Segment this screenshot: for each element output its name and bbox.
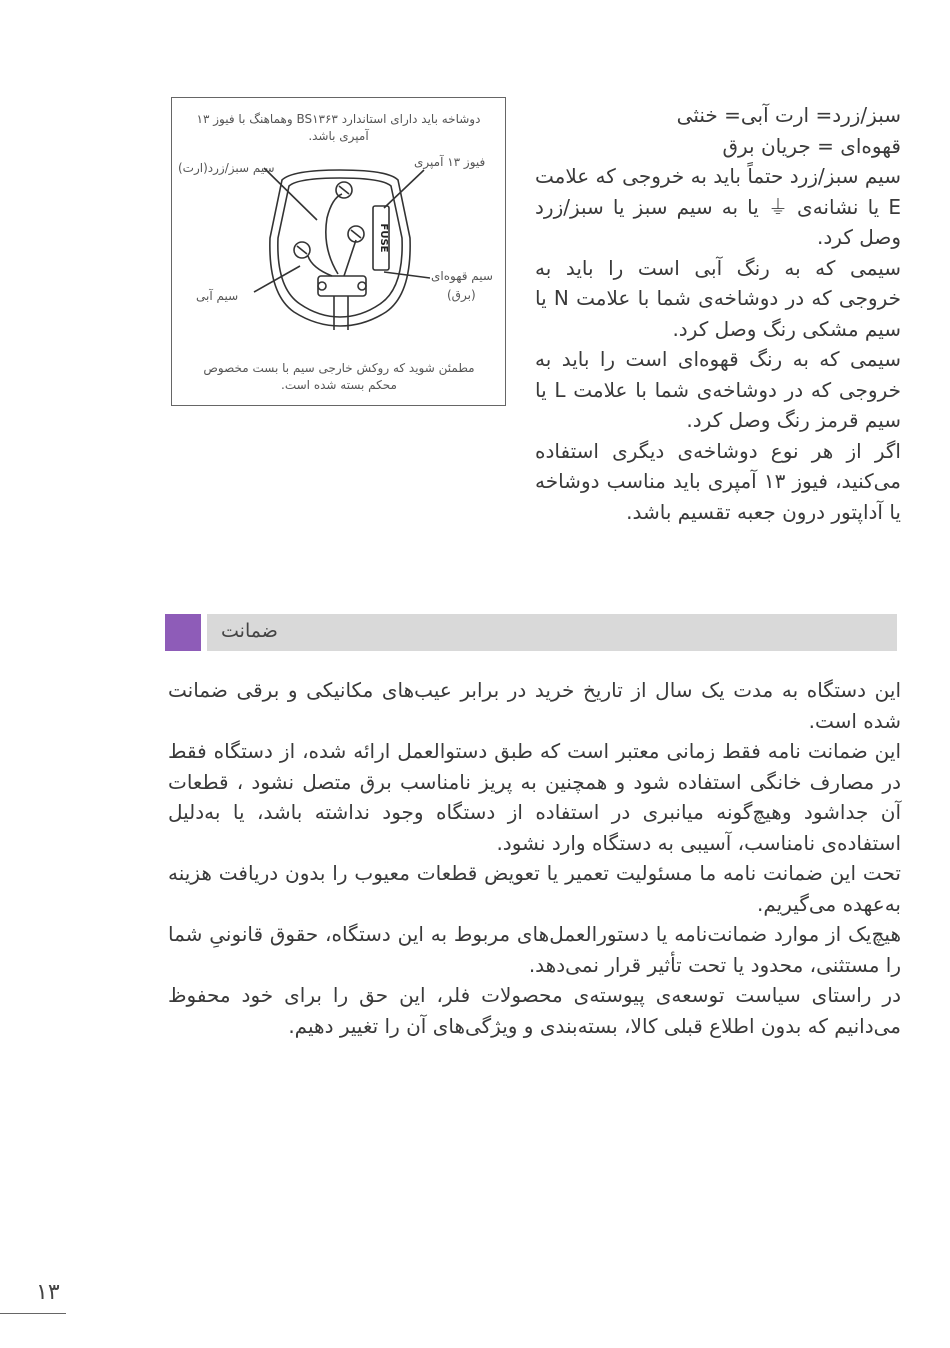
warranty-paragraph: این ضمانت نامه فقط زمانی معتبر است که طبق دستوالعمل ارائه شده، از دستگاه فقط در مصارف خانگی استفاده شود و همچنین به پریز نامناسب برق متصل نشود ، قطعات آن جداشود وهیچ‌گونه میانبری در استفاده از دستگاه وجود نداشته باشد، یا به‌دلیل استفاده‌ی نامناسب، آسیبی به دستگاه وارد نشود.: [168, 739, 901, 855]
footer-rule: [0, 1313, 66, 1314]
section-band: [207, 614, 897, 651]
label-brown-wire: سیم قهوه‌ای: [431, 269, 493, 283]
label-blue-wire: سیم آبی: [196, 289, 239, 303]
warranty-paragraph: این دستگاه به مدت یک سال از تاریخ خرید در برابر عیب‌های مکانیکی و برقی ضمانت شده است.: [168, 678, 901, 733]
fuse-text: FUSE: [378, 223, 389, 253]
section-heading: [165, 614, 897, 651]
label-fuse: فیوز ۱۳ آمپری: [414, 155, 486, 169]
section-accent-square: [165, 614, 201, 651]
wiring-paragraph: سیم سبز/زرد حتماً باید به خروجی که علامت E یا نشانه‌ی ⏚ یا به سیم سبز یا سبز/زرد وصل کرد.: [534, 164, 901, 249]
warranty-paragraph: هیچ‌یک از موارد ضمانت‌نامه یا دستورالعمل‌های مربوط به این دستگاه، حقوق قانونیِ شما را مستثنی، محدود یا تحت تأثیر قرار نمی‌دهد.: [168, 922, 901, 977]
label-brown-wire-sub: (برق): [447, 288, 476, 302]
plug-drawing: [172, 98, 505, 405]
wiring-instructions: [535, 100, 901, 527]
wiring-paragraph: سیمی که به رنگ قهوه‌ای است را باید به خروجی که در دوشاخه‌ی شما با علامت L یا سیم قرمز رنگ وصل کرد.: [535, 347, 901, 432]
diagram-bottom-caption: مطمئن شوید که روکش خارجی سیم با بست مخصوص محکم بسته شده است.: [203, 361, 475, 392]
warranty-text: [168, 675, 901, 1041]
page-number: ۱۳: [36, 1280, 60, 1305]
label-green-yellow-wire: سیم سبز/زرد(ارت): [178, 161, 275, 175]
wiring-paragraph: سبز/زرد= ارت آبی= خنثی: [676, 103, 901, 127]
section-title: ضمانت: [221, 620, 278, 642]
wiring-paragraph: اگر از هر نوع دوشاخه‌ی دیگری استفاده می‌کنید، فیوز ۱۳ آمپری باید مناسب دوشاخه یا آداپتور درون جعبه تقسیم باشد.: [535, 438, 902, 524]
wiring-paragraph: سیمی که به رنگ آبی است را باید به خروجی که در دوشاخه‌ی شما با علامت N یا سیم مشکی رنگ وصل کرد.: [535, 255, 901, 341]
plug-wiring-diagram: [171, 97, 506, 406]
warranty-paragraph: در راستای سیاست توسعه‌ی پیوسته‌ی محصولات فلر، این حق را برای خود محفوظ می‌دانیم که بدون اطلاع قبلی کالا، بسته‌بندی و ویژگی‌های آن را تغییر دهیم.: [168, 983, 901, 1038]
wiring-paragraph: قهوه‌ای = جریان برق: [722, 133, 901, 158]
diagram-top-caption: دوشاخه باید دارای استاندارد BS۱۳۶۳ وهماهنگ با فیوز ۱۳ آمپری باشد.: [196, 112, 481, 143]
warranty-paragraph: تحت این ضمانت نامه ما مسئولیت تعمیر یا تعویض قطعات معیوب را بدون دریافت هزینه به‌عهده می‌گیریم.: [168, 861, 901, 916]
